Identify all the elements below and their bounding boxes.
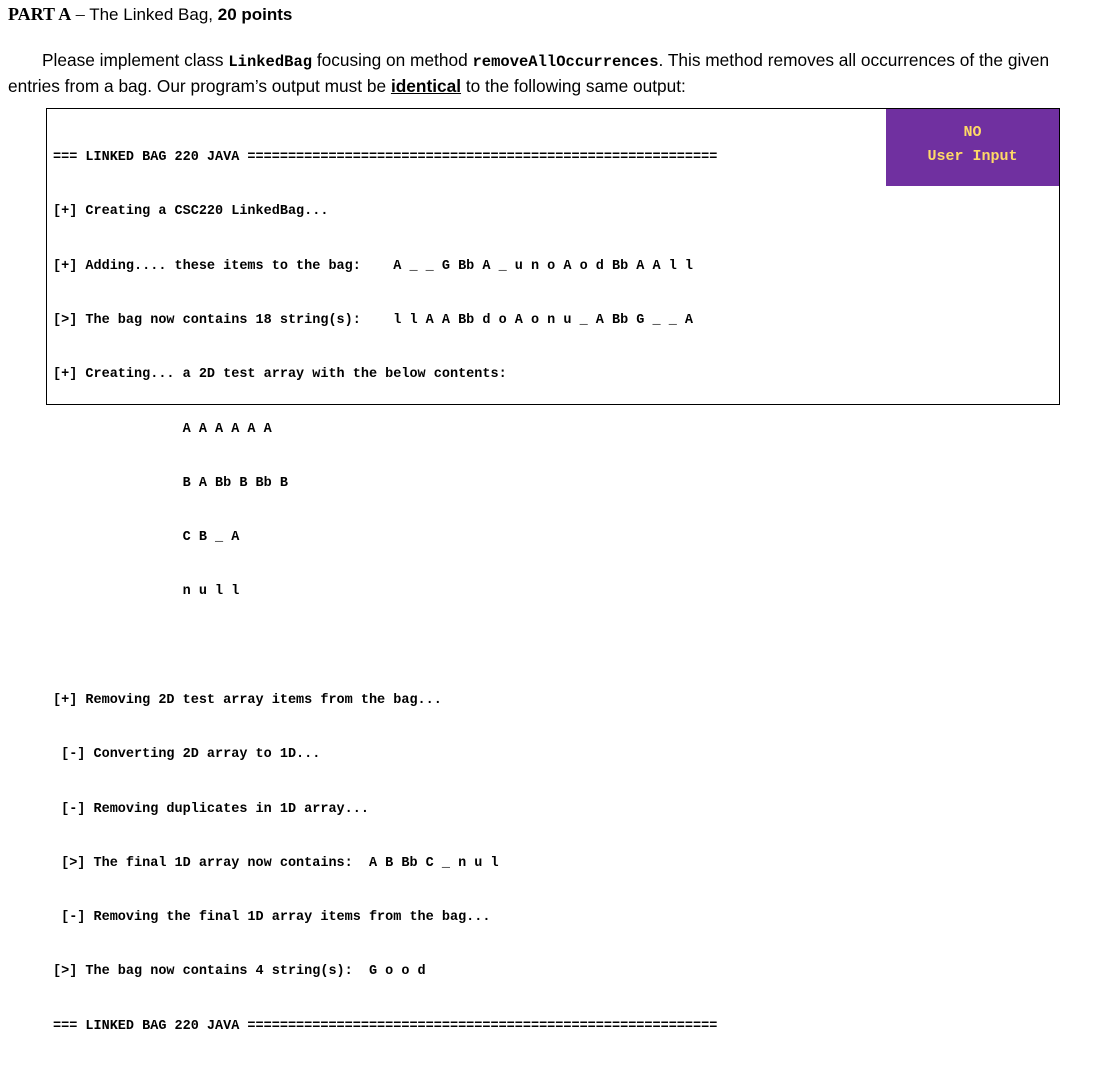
instructions-text-2: focusing on method <box>312 50 473 70</box>
console-line: [+] Adding.... these items to the bag: A _ _ G Bb A _ u n o A o d Bb A A l l <box>53 258 694 274</box>
console-line: [+] Creating a CSC220 LinkedBag... <box>53 204 329 220</box>
instructions-text-4: to the following same output: <box>461 76 686 96</box>
console-line: [>] The bag now contains 18 string(s): l l A A Bb d o A o n u _ A Bb G _ _ A <box>53 313 694 329</box>
console-line: B A Bb B Bb B <box>53 475 288 491</box>
console-line: n u l l <box>53 584 240 600</box>
points-label: 20 points <box>217 5 293 24</box>
no-user-input-badge <box>886 109 1059 186</box>
console-line: === LINKED BAG 220 JAVA ========================================================== <box>53 150 718 166</box>
identical-emphasis: identical <box>390 76 462 96</box>
console-line: [+] Creating... a 2D test array with the below contents: <box>53 367 507 383</box>
console-line: C B _ A <box>53 530 240 546</box>
badge-line-1: NO <box>963 124 982 141</box>
part-heading <box>8 4 292 25</box>
console-line: [>] The bag now contains 4 string(s): G o o d <box>53 964 426 980</box>
console-line: [+] Removing 2D test array items from the bag... <box>53 693 442 708</box>
instructions-paragraph <box>8 48 1098 98</box>
heading-dash: – <box>71 4 90 24</box>
console-line: === LINKED BAG 220 JAVA ========================================================== <box>53 1018 718 1034</box>
method-name-code: removeAllOccurrences <box>472 53 659 71</box>
console-line <box>53 638 717 656</box>
class-name-code: LinkedBag <box>228 53 313 71</box>
console-line: [>] The final 1D array now contains: A B Bb C _ n u l <box>53 855 499 871</box>
badge-line-2: User Input <box>927 148 1018 165</box>
console-output-box <box>46 108 1060 1034</box>
console-line: [-] Removing the final 1D array items from the bag... <box>53 910 491 926</box>
console-line: [-] Removing duplicates in 1D array... <box>53 801 369 817</box>
console-line: A A A A A A <box>53 421 272 437</box>
part-label: PART A <box>8 4 72 24</box>
console-line: [-] Converting 2D array to 1D... <box>53 747 321 763</box>
instructions-text-1: Please implement class <box>42 50 229 70</box>
console-lines <box>53 113 717 1072</box>
instructions-text-3: . This method removes all occurrences of the given entries from a bag. Our program’s output must be <box>8 50 1050 96</box>
part-title: The Linked Bag, <box>89 5 218 24</box>
